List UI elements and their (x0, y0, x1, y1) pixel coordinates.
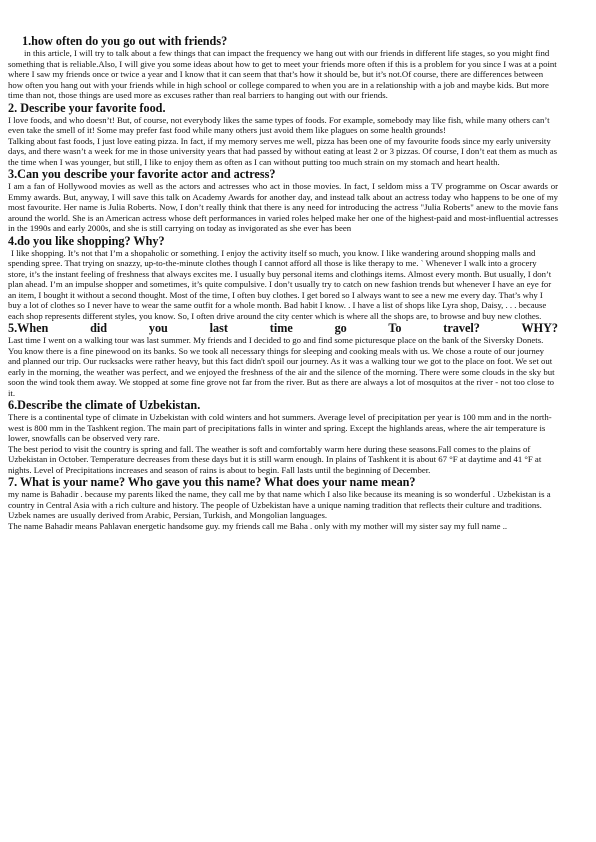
section-paragraph: The name Bahadir means Pahlavan energetic handsome guy. my friends call me Baha . only with my mother will my sister say my full name .. (8, 520, 508, 531)
section-heading: 6.Describe the climate of Uzbekistan. (8, 398, 201, 412)
section-paragraph: my name is Bahadir . because my parents liked the name, they call me by that name which I also like because its meaning is so wonderful . Uzbekistan is a country in Central Asia with a rich culture and history. The people of Uzbekistan have a unique naming tradition that reflects their culture and traditions. Uzbek names are usually derived from Arabic, Persian, Turkish, and Mongolian languages. (8, 489, 551, 520)
section-heading: 4.do you like shopping? Why? (8, 233, 165, 248)
section-heading: 3.Can you describe your favorite actor and actress? (8, 167, 276, 181)
section-paragraph: The best period to visit the country is spring and fall. The weather is soft and comfortably warm here during these seasons.Fall comes to the plains of Uzbekistan in October. Temperature decreases from these days but it is still warm enough. In plains of Tashkent it is about 67 °F at daytime and 41 °F at nights. Level of Precipitations increases and season of rains is about to begin. Fall lasts until the beginning of December. (8, 443, 542, 475)
section-paragraph: I am a fan of Hollywood movies as well as the actors and actresses who act in those movies. In fact, I seldom miss a TV programme on Oscar awards or Emmy awards. But, anyway, I will save this talk on Academy Awards for another day, and instead talk about an actress today who happens to be one of my most favourite. Her name is Julia Roberts. Now, I don’t really think that there is any need for introducing the actress "Julia Roberts" anew to the movie fans around the world. She is an American actress whose deft performances in varied roles helped make her one of the highest-paid and most-influential actresses in the 1990s and early 2000s, and she is still carrying on today as invigorated as she ever has been (8, 181, 558, 233)
section-heading: 1.how often do you go out with friends? (22, 34, 228, 48)
section-paragraph: I like shopping. It’s not that I’m a shopaholic or something. I enjoy the activity itself so much, you know. I like wandering around shopping malls and spending spree. That trying on snazzy, up-to-the-minute clothes though I cannot afford all those is like therapy to me. ` Whenever I walk into a grocery store, it’s the instant feeling of freshness that always excites me. I usually buy personal items and clothings items. Almost every month. But usually, I don’t plan ahead. I’m an impulse shopper and sometimes, it’s quite compulsive. I don’t usually try to catch on new fashion trends but whenever I have an eye for an item, I bought it without a second thought. Most of the time, I often buy clothes. I get bored so I always want to see a new me every day. That’s why I buy a lot of clothes so I never have to wear the same outfit for a whole month. Bad habit I know. . I have a list of shops like Lyra shop, Daisy, . . . because each shop represents different styles, you know. So, I often drive around the city center which is where all the shops are, to browse and buy new clothes. (8, 247, 552, 321)
section-paragraph: Last time I went on a walking tour was last summer. My friends and I decided to go and find some picturesque place on the bank of the Siversky Donets. You know there is a fine pinewood on its banks. So we took all necessary things for sleeping and cooking meals with us. We chose a route of our journey and planned our trip. Our rucksacks were rather heavy, but this fact didn't spoil our journey. As it was a walking tour we got to the place on foot. We set out early in the morning, the weather was perfect, and we enjoyed the freshness of the air and the silence of the morning. There were some clouds in the sky but soon the wind took them away. We stopped at some fine grove not far from the river. But as there are always a lot of mosquitos at the river - not too close to it. (8, 335, 555, 398)
section-shopping (8, 234, 558, 322)
section-heading: 5.When did you last time go To travel? WHY? (8, 321, 558, 335)
section-climate (8, 398, 558, 475)
section-paragraph: in this article, I will try to talk about a few things that can impact the frequency we hang out with our friends in different life stages, so you might find something that is reliable.Also, I will give you some ideas about how to get to meet your friends more often if this is a problem for you since I was at a point where I saw my friends once or twice a year and I know that it can seem that that’s how it should be, but it’s not.Of course, there are differences between how often you hang out with your friends while in high school or college compared to when you are in a relationship with a job and maybe kids. But more time than not, those things are used more as excuses rather than real barriers to hanging out with our friends. (8, 48, 557, 100)
section-going-out (8, 34, 558, 101)
section-paragraph: There is a continental type of climate in Uzbekistan with cold winters and hot summers. Average level of precipitation per year is 100 mm and in the north-west is 800 mm in the Tashkent region. The main part of precipitations falls in winter and spring. Except the highlands areas, where the air temperature is lower, snowfalls can be observed very rare. (8, 412, 552, 443)
section-favorite-food (8, 101, 558, 168)
section-heading: 7. What is your name? Who gave you this name? What does your name mean? (8, 475, 416, 489)
section-heading: 2. Describe your favorite food. (8, 100, 166, 115)
section-paragraph: Talking about fast foods, I just love eating pizza. In fact, if my memory serves me well, pizza has been one of my favourite foods since my early university days, and there wasn’t a week for me in those university years that had passed by without eating at least 2 or 3 pizzas. Of course, I don’t eat them as much as the time when I was younger, but still, I like to enjoy them as often as I can without putting too much strain on my stomach and heart health. (8, 135, 558, 167)
section-actor-actress (8, 167, 558, 234)
section-travel (8, 321, 558, 398)
section-name (8, 475, 558, 531)
section-paragraph: I love foods, and who doesn’t! But, of course, not everybody likes the same types of foods. For example, somebody may like fish, while many others can’t even take the smell of it! Some may prefer fast food while many others just avoid them like plagues on some health grounds! (8, 114, 550, 135)
